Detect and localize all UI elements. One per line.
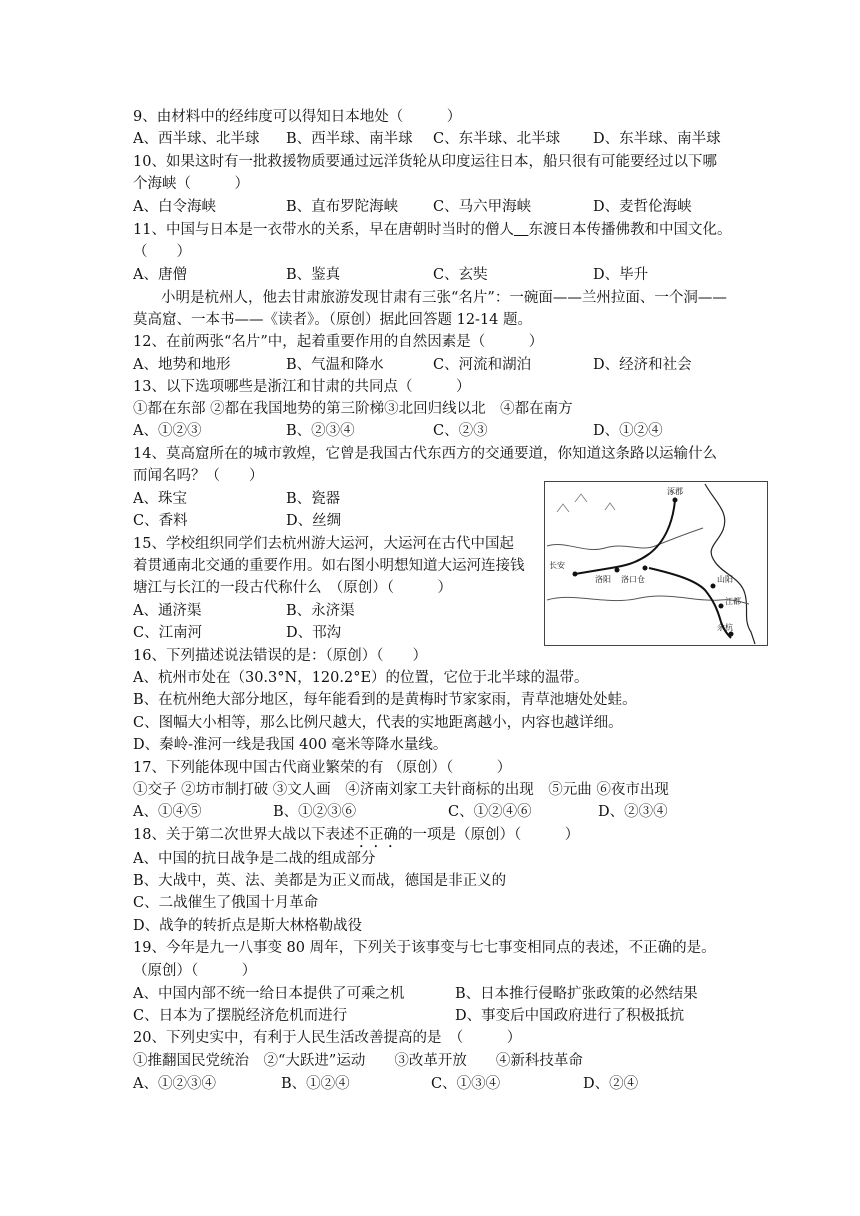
q18-option-d: D、战争的转折点是斯大林格勒战役	[133, 918, 363, 934]
q16-option-c: C、图幅大小相等，那么比例尺越大，代表的实地距离越小，内容也越详细。	[133, 715, 623, 731]
q19-option-b: B、日本推行侵略扩张政策的必然结果	[455, 986, 698, 1002]
yellow-river	[547, 528, 703, 550]
q18-stem-before: 18、关于第二次世界大战以下表述	[133, 827, 355, 843]
q13-option-b: B、②③④	[286, 423, 355, 439]
q17-stem: 17、下列能体现中国古代商业繁荣的有 （原创）（ ）	[133, 760, 512, 776]
q18-stem-emphasis: 不正确	[354, 827, 398, 843]
q12-option-b: B、气温和降水	[286, 357, 384, 373]
city-dot-zhuojun	[673, 498, 678, 503]
q16-stem: 16、下列描述说法错误的是：（原创）（ ）	[133, 648, 427, 664]
city-dot-changan	[573, 572, 578, 577]
q11-stem-line2: （ ）	[133, 244, 191, 260]
q14-option-c: C、香料	[133, 513, 188, 529]
q18-option-c: C、二战催生了俄国十月革命	[133, 895, 319, 911]
city-dot-luokoucang	[643, 566, 648, 571]
q15-option-b: B、永济渠	[286, 603, 355, 619]
q13-option-a: A、①②③	[133, 423, 202, 439]
q14-option-d: D、丝绸	[286, 513, 342, 529]
q11-option-b: B、鉴真	[286, 267, 341, 283]
q17-option-d: D、②③④	[598, 804, 668, 820]
q9-stem: 9、由材料中的经纬度可以得知日本地处（ ）	[133, 109, 462, 125]
grand-canal-map	[544, 481, 768, 646]
city-dot-yuhang	[729, 632, 734, 637]
q14-option-b: B、瓷器	[286, 491, 341, 507]
material-line1: 小明是杭州人，他去甘肃旅游发现甘肃有三张“名片”：一碗面——兰州拉面、一个洞——	[161, 290, 727, 306]
canal-north	[575, 500, 675, 574]
q16-option-b: B、在杭州绝大部分地区，每年能看到的是黄梅时节家家雨，青草池塘处处蛙。	[133, 692, 637, 708]
map-label-shanyang: 山阳	[717, 575, 733, 584]
q18-stem-after: 的一项是（原创）（ ）	[397, 827, 580, 843]
q15-option-a: A、通济渠	[133, 603, 202, 619]
q9-option-c: C、东半球、北半球	[433, 131, 561, 147]
q10-option-a: A、白令海峡	[133, 199, 216, 215]
map-label-luoyang: 洛阳	[595, 575, 611, 584]
q16-option-d: D、秦岭-淮河一线是我国 400 毫米等降水量线。	[133, 737, 448, 753]
q14-stem-line2: 而闻名吗？（ ）	[133, 468, 264, 484]
q15-stem-line2: 着贯通南北交通的重要作用。如右图小明想知道大运河连接钱	[133, 558, 525, 574]
q19-stem-line1: 19、今年是九一八事变 80 周年，下列关于该事变与七七事变相同点的表述，不正确的是。	[133, 940, 716, 956]
q19-option-c: C、日本为了摆脱经济危机而进行	[133, 1008, 348, 1024]
q19-option-d: D、事变后中国政府进行了积极抵抗	[455, 1008, 685, 1024]
q20-items: ①推翻国民党统治 ②“大跃进”运动 ③改革开放 ④新科技革命	[133, 1053, 583, 1069]
q16-option-a: A、杭州市处在（30.3°N，120.2°E）的位置，它位于北半球的温带。	[133, 670, 589, 686]
q13-items: ①都在东部 ②都在我国地势的第三阶梯③北回归线以北 ④都在南方	[133, 401, 573, 417]
q20-option-c: C、①③④	[431, 1076, 501, 1092]
q11-stem-before: 11、中国与日本是一衣带水的关系，早在唐朝时当时的僧人	[133, 222, 514, 238]
city-dot-jiangdu	[719, 604, 724, 609]
q10-option-c: C、马六甲海峡	[433, 199, 532, 215]
q20-option-a: A、①②③④	[133, 1076, 216, 1092]
q13-stem: 13、以下选项哪些是浙江和甘肃的共同点（ ）	[133, 379, 471, 395]
q11-blank	[514, 222, 529, 238]
q13-option-c: C、②③	[433, 423, 488, 439]
q9-option-a: A、西半球、北半球	[133, 131, 260, 147]
q11-option-a: A、唐僧	[133, 267, 187, 283]
q18-option-a: A、中国的抗日战争是二战的组成部分	[133, 851, 376, 867]
map-label-zhuojun: 涿郡	[667, 487, 683, 496]
q15-option-d: D、邗沟	[286, 625, 342, 641]
q10-option-d: D、麦哲伦海峡	[593, 199, 692, 215]
q14-stem-line1: 14、莫高窟所在的城市敦煌，它曾是我国古代东西方的交通要道，你知道这条路以运输什么	[133, 446, 717, 462]
yangtze-river	[547, 596, 749, 604]
map-label-changan: 长安	[549, 561, 565, 570]
q15-stem-line3: 塘江与长江的一段古代称什么 （原创）（ ）	[133, 580, 452, 596]
q10-stem-line2: 个海峡（ ）	[133, 176, 249, 192]
q11-option-d: D、毕升	[593, 267, 649, 283]
q11-stem-after: 东渡日本传播佛教和中国文化。	[528, 222, 732, 238]
q20-option-b: B、①②④	[281, 1076, 350, 1092]
q17-option-b: B、①②③⑥	[273, 804, 357, 820]
q17-option-c: C、①②④⑥	[448, 804, 532, 820]
mountain-marks	[557, 494, 615, 512]
q12-option-a: A、地势和地形	[133, 357, 231, 373]
q15-option-c: C、江南河	[133, 625, 203, 641]
q10-option-b: B、直布罗陀海峡	[286, 199, 399, 215]
q18-option-b: B、大战中，英、法、美都是为正义而战，德国是非正义的	[133, 873, 507, 889]
city-dot-luoyang	[615, 568, 620, 573]
q20-option-d: D、②④	[583, 1076, 639, 1092]
map-label-luokoucang: 洛口仓	[621, 575, 645, 584]
q12-stem: 12、在前两张“名片”中，起着重要作用的自然因素是（ ）	[133, 334, 544, 350]
q18-stem	[133, 825, 579, 851]
q9-option-b: B、西半球、南半球	[286, 131, 413, 147]
q19-stem-line2: （原创）（ ）	[133, 963, 257, 979]
q9-option-d: D、东半球、南半球	[593, 131, 721, 147]
q11-stem-line1	[133, 220, 731, 240]
city-dot-shanyang	[711, 584, 716, 589]
map-label-jiangdu: 江都	[725, 597, 741, 606]
q15-stem-line1: 15、学校组织同学们去杭州游大运河，大运河在古代中国起	[133, 536, 514, 552]
material-line2: 莫高窟、一本书——《读者》。（原创）据此回答题 12-14 题。	[133, 312, 533, 328]
q12-option-d: D、经济和社会	[593, 357, 692, 373]
coastline	[705, 484, 755, 644]
q19-option-a: A、中国内部不统一给日本提供了可乘之机	[133, 986, 405, 1002]
q12-option-c: C、河流和湖泊	[433, 357, 532, 373]
map-label-yuhang: 余杭	[717, 623, 733, 632]
q20-stem: 20、下列史实中，有利于人民生活改善提高的是 （ ）	[133, 1030, 522, 1046]
q17-items: ①交子 ②坊市制打破 ③文人画 ④济南刘家工夫针商标的出现 ⑤元曲 ⑥夜市出现	[133, 782, 669, 798]
grand-canal-map-svg	[545, 482, 767, 645]
q17-option-a: A、①④⑤	[133, 804, 202, 820]
q13-option-d: D、①②④	[593, 423, 663, 439]
q10-stem-line1: 10、如果这时有一批救援物质要通过远洋货轮从印度运往日本，船只很有可能要经过以下哪	[133, 154, 717, 170]
q11-option-c: C、玄奘	[433, 267, 488, 283]
q14-option-a: A、珠宝	[133, 491, 187, 507]
